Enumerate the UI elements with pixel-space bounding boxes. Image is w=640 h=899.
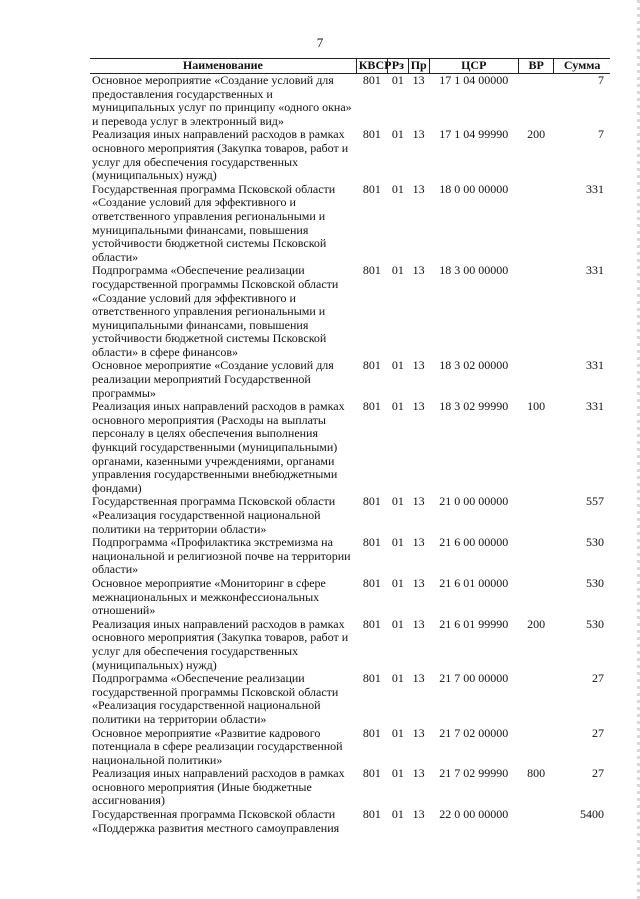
cell-csr: 21 7 02 99990 [439,766,509,781]
cell-csr: 18 0 00 00000 [439,181,509,196]
cell-kvsr: 801 [362,535,381,550]
cell-name: Подпрограмма «Обеспечение реализации государственной программы Псковской области «Реализация государственной национальной политики на территории области» [92,671,339,726]
table-row [90,183,610,265]
cell-kvsr: 801 [362,575,381,590]
cell-vr: 100 [527,399,546,414]
cell-pr: 13 [412,671,425,686]
cell-sum: 331 [586,181,604,196]
cell-name: Государственная программа Псковской области «Реализация государственной национальной политики на территории области» [92,494,336,536]
cell-csr: 21 6 00 00000 [439,535,509,550]
cell-pr: 13 [412,766,425,781]
cell-name: Государственная программа Псковской области «Поддержка развития местного самоуправления [92,807,340,835]
cell-vr [518,727,553,768]
table-row [90,767,610,808]
cell-vr: 800 [527,766,546,781]
cell-kvsr: 801 [362,181,381,196]
header-csr: ЦСР [429,59,518,74]
cell-csr: 18 3 02 00000 [439,358,509,373]
table-row [90,808,610,835]
cell-sum: 27 [592,766,604,781]
cell-pr: 13 [412,73,425,87]
table-row [90,400,610,495]
cell-kvsr: 801 [362,399,381,414]
cell-rz: 01 [391,535,404,550]
cell-kvsr: 801 [362,127,381,142]
cell-csr: 22 0 00 00000 [439,807,509,822]
cell-kvsr: 801 [362,358,381,373]
cell-rz: 01 [391,766,404,781]
cell-sum: 331 [586,358,604,373]
header-kvsr: КВСР [356,59,387,74]
cell-name: Государственная программа Псковской области «Создание условий для эффективного и ответственного управления региональными и муниципальными финансами, повышения устойчивости бюджетной системы Псковской области» [92,181,336,264]
cell-vr [518,672,553,726]
cell-vr: 200 [527,127,546,142]
cell-kvsr: 801 [362,494,381,509]
cell-sum: 530 [586,535,604,550]
cell-csr: 21 6 01 00000 [439,575,509,590]
cell-pr: 13 [412,807,425,822]
table-row [90,618,610,672]
cell-sum: 5400 [580,807,604,822]
cell-kvsr: 801 [362,73,381,87]
table-row [90,495,610,536]
cell-csr: 18 3 00 00000 [439,263,509,278]
cell-rz: 01 [391,725,404,740]
cell-vr [518,264,553,359]
cell-name: Основное мероприятие «Создание условий для реализации мероприятий Государственной программы» [92,358,334,400]
cell-vr [518,359,553,400]
header-rz: Рз [387,59,408,74]
cell-sum: 331 [586,263,604,278]
cell-sum: 557 [586,494,604,509]
header-pr: Пр [408,59,429,74]
cell-sum: 27 [592,725,604,740]
table-row [90,128,610,182]
cell-rz: 01 [391,671,404,686]
table-row [90,672,610,726]
cell-sum: 27 [592,671,604,686]
cell-kvsr: 801 [362,766,381,781]
cell-csr: 21 0 00 00000 [439,494,509,509]
header-sum: Сумма [554,59,610,74]
cell-name: Основное мероприятие «Развитие кадрового потенциала в сфере реализации государственной национальной политики» [92,725,343,767]
budget-table [90,58,610,835]
cell-vr: 200 [527,616,546,631]
cell-vr [518,183,553,265]
cell-name: Подпрограмма «Обеспечение реализации государственной программы Псковской области «Создание условий для эффективного и ответственного управления региональными и муниципальными финансами, повышения устойчивости бюджетной системы Псковской области» в сфере финансов» [92,263,339,359]
cell-sum: 530 [586,616,604,631]
cell-name: Основное мероприятие «Мониторинг в сфере межнациональных и межконфессиональных отношений» [92,575,326,618]
cell-vr [518,495,553,536]
cell-pr: 13 [412,494,425,509]
header-vr: ВР [518,59,553,74]
cell-rz: 01 [391,358,404,373]
table-row [90,359,610,400]
cell-rz: 01 [391,494,404,509]
cell-name: Реализация иных направлений расходов в рамках основного мероприятия (Расходы на выплаты персоналу в целях обеспечения выполнения функций государственными (муниципальными) органами, казенными учреждениями, органами управления государственными внебюджетными фондами) [92,399,345,495]
table-row [90,264,610,359]
cell-pr: 13 [412,725,425,740]
cell-csr: 21 7 02 00000 [439,725,509,740]
cell-kvsr: 801 [362,263,381,278]
cell-name: Подпрограмма «Профилактика экстремизма на национальной и религиозной почве на территории области» [92,535,351,577]
cell-sum: 331 [586,399,604,414]
cell-rz: 01 [391,181,404,196]
cell-vr [518,577,553,618]
cell-rz: 01 [391,399,404,414]
cell-vr [518,74,553,129]
cell-csr: 17 1 04 99990 [439,127,509,142]
cell-csr: 21 7 00 00000 [439,671,509,686]
cell-vr [518,808,553,835]
cell-pr: 13 [412,358,425,373]
cell-name: Реализация иных направлений расходов в рамках основного мероприятия (Иные бюджетные ассигнования) [92,766,345,808]
cell-name: Основное мероприятие «Создание условий для предоставления государственных и муниципальных услуг по принципу «одного окна» и перевода услуг в электронный вид» [92,73,352,128]
table-body [90,74,610,836]
cell-sum: 530 [586,575,604,590]
cell-vr [518,536,553,577]
page-number: 7 [316,35,324,50]
header-name: Наименование [90,59,356,74]
cell-rz: 01 [391,575,404,590]
cell-kvsr: 801 [362,616,381,631]
cell-kvsr: 801 [362,807,381,822]
table-row [90,577,610,618]
cell-sum: 7 [598,73,604,87]
cell-pr: 13 [412,399,425,414]
table-header-row [90,59,610,74]
cell-kvsr: 801 [362,671,381,686]
cell-pr: 13 [412,127,425,142]
table-row [90,74,610,129]
cell-pr: 13 [412,575,425,590]
cell-rz: 01 [391,616,404,631]
cell-pr: 13 [412,263,425,278]
cell-pr: 13 [412,616,425,631]
cell-csr: 17 1 04 00000 [439,73,509,87]
cell-csr: 18 3 02 99990 [439,399,509,414]
cell-csr: 21 6 01 99990 [439,616,509,631]
cell-pr: 13 [412,181,425,196]
cell-rz: 01 [391,127,404,142]
table-row [90,536,610,577]
table-row [90,727,610,768]
cell-name: Реализация иных направлений расходов в рамках основного мероприятия (Закупка товаров, работ и услуг для обеспечения государственных (муниципальных) нужд) [92,616,349,672]
cell-kvsr: 801 [362,725,381,740]
cell-rz: 01 [391,73,404,87]
cell-name: Реализация иных направлений расходов в рамках основного мероприятия (Закупка товаров, работ и услуг для обеспечения государственных (муниципальных) нужд) [92,127,349,183]
cell-rz: 01 [391,807,404,822]
cell-pr: 13 [412,535,425,550]
cell-sum: 7 [598,127,604,142]
cell-rz: 01 [391,263,404,278]
